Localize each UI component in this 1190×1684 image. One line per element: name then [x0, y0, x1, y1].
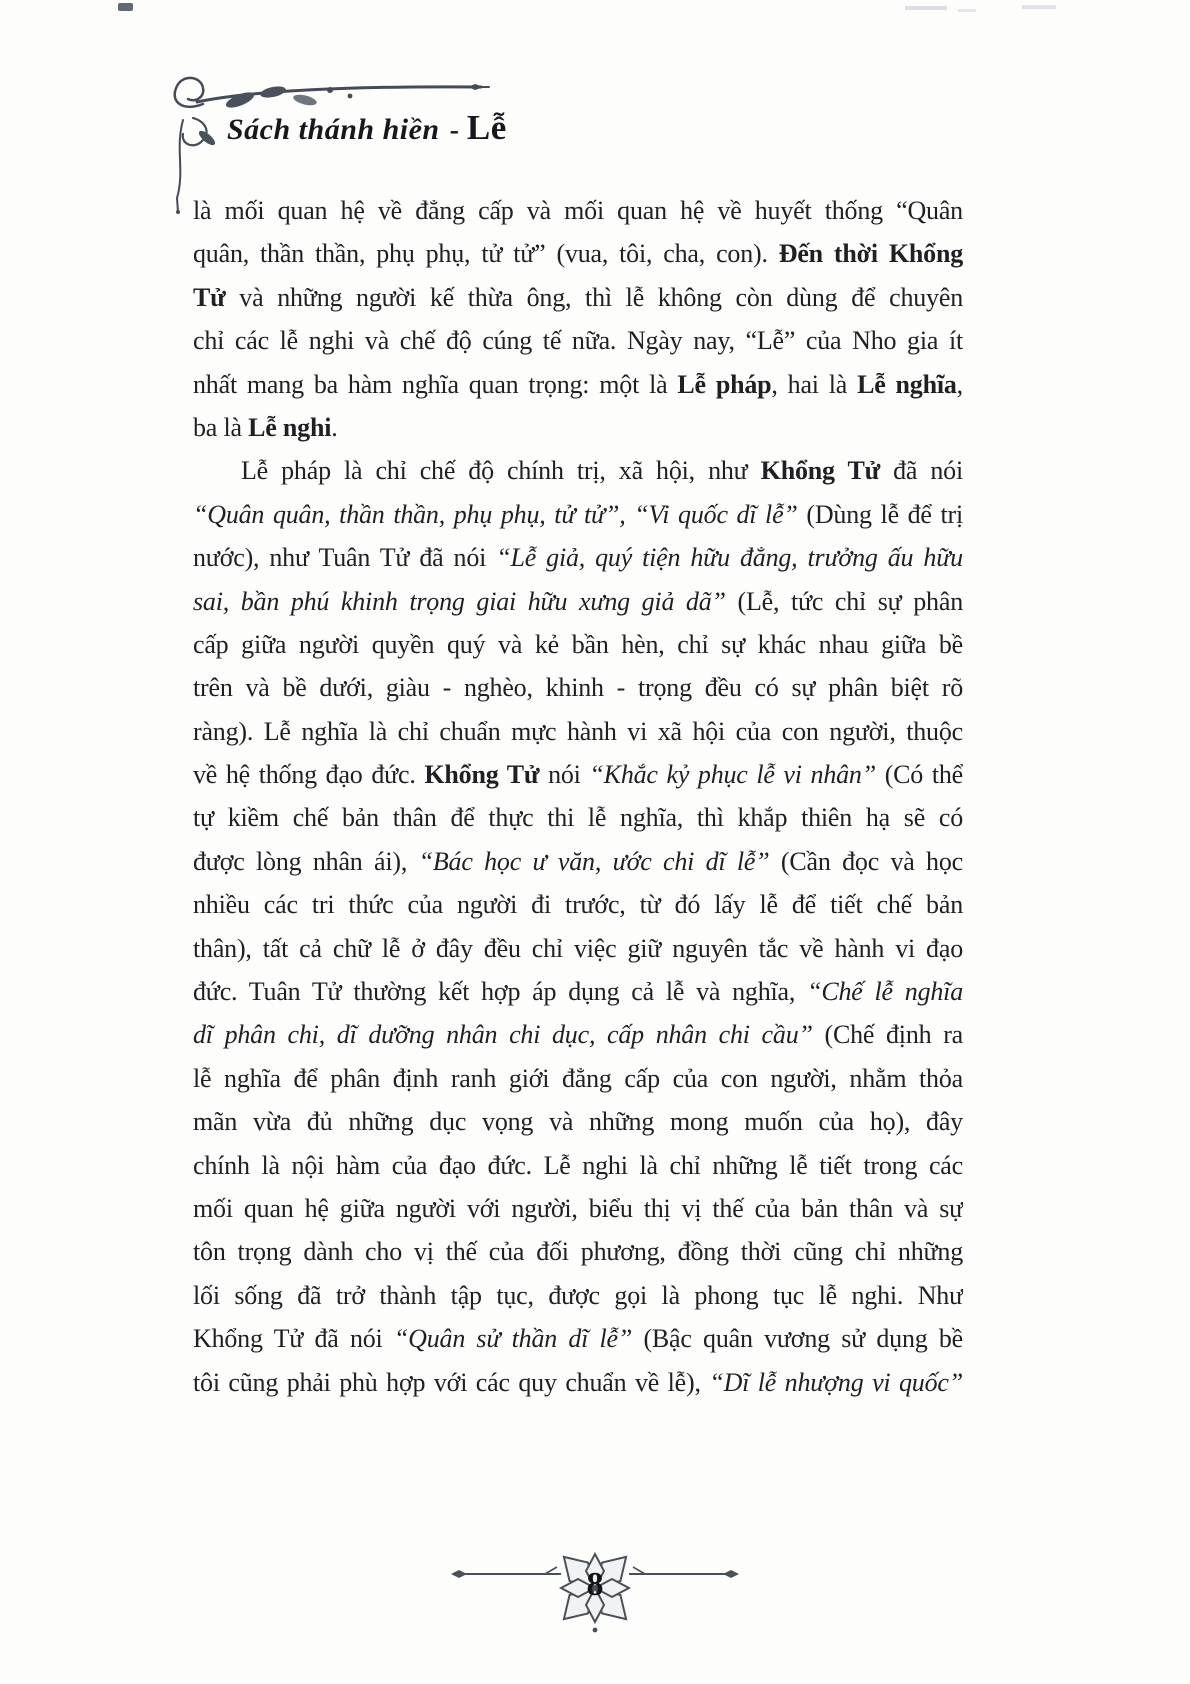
series-title: Sách thánh hiền — [227, 113, 440, 146]
text-segment: “Khắc kỷ phục lễ vi nhân” — [589, 760, 876, 790]
text-line — [193, 276, 963, 319]
text-segment: sai, bần phú khinh trọng giai hữu xưng giả dã” — [193, 586, 726, 616]
text-line — [193, 666, 963, 709]
text-line — [193, 796, 963, 839]
text-line — [193, 927, 963, 970]
text-segment: . — [331, 412, 338, 442]
text-segment: Tử — [193, 282, 226, 312]
text-segment: mãn vừa đủ những dục vọng và những mong muốn của họ), đây — [193, 1107, 963, 1137]
text-segment: ràng). Lễ nghĩa là chỉ chuẩn mực hành vi xã hội của con người, thuộc — [193, 716, 963, 746]
text-segment: (Chế định ra — [812, 1020, 963, 1050]
text-segment: Lễ pháp là chỉ chế độ chính trị, xã hội, như — [241, 456, 761, 486]
text-line — [193, 1230, 963, 1273]
text-segment: là mối quan hệ về đẳng cấp và mối quan hệ về huyết thống “Quân — [193, 196, 963, 225]
text-segment: (Có thể — [875, 760, 963, 790]
text-segment: tôi cũng phải phù hợp với các quy chuẩn về lễ), — [193, 1367, 710, 1397]
text-segment: Đến thời Khổng — [778, 239, 963, 269]
page-footer — [445, 1542, 745, 1637]
text-segment: “Quân quân, thần thần, phụ phụ, tử tử”, “Vi quốc dĩ lễ” — [193, 499, 798, 529]
text-line — [193, 883, 963, 926]
text-segment: Lễ nghi — [248, 412, 332, 442]
text-segment: nhất mang ba hàm nghĩa quan trọng: một là — [193, 369, 678, 399]
text-segment: Lễ nghĩa — [857, 369, 957, 399]
text-line — [193, 232, 963, 275]
text-segment: nhiều các tri thức của người đi trước, từ đó lấy lễ để tiết chế bản — [193, 890, 963, 920]
text-line — [193, 319, 963, 362]
text-segment: chỉ các lễ nghi và chế độ cúng tế nữa. Ngày nay, “Lễ” của Nho gia ít — [193, 326, 963, 356]
text-segment: (Bậc quân vương sử dụng bề — [632, 1324, 963, 1354]
text-segment: lễ nghĩa để phân định ranh giới đẳng cấp của con người, nhằm thỏa — [193, 1063, 963, 1093]
scan-artifact — [1022, 5, 1056, 9]
text-segment: dĩ phân chi, dĩ dưỡng nhân chi dục, cấp nhân chi cầu” — [193, 1020, 813, 1050]
text-segment: , — [956, 369, 963, 399]
text-segment: lối sống đã trở thành tập tục, được gọi là phong tục lễ nghi. Như — [193, 1280, 963, 1310]
text-line — [193, 710, 963, 753]
text-line — [193, 580, 963, 623]
text-segment: (Dùng lễ để trị — [797, 499, 963, 529]
text-line — [193, 840, 963, 883]
page-number: 8 — [586, 1566, 604, 1603]
text-line — [193, 1361, 963, 1404]
text-segment: thân), tất cả chữ lễ ở đây đều chỉ việc giữ nguyên tắc về hành vi đạo — [193, 933, 963, 963]
scan-artifact — [905, 6, 947, 10]
text-segment: Lễ pháp — [677, 369, 772, 399]
title-separator: - — [449, 115, 459, 146]
text-line — [193, 189, 963, 232]
text-block — [193, 189, 963, 1404]
text-segment: “Lễ giả, quý tiện hữu đẳng, trưởng ấu hữu — [496, 543, 963, 573]
text-segment: được lòng nhân ái), — [193, 846, 419, 876]
text-line — [193, 1187, 963, 1230]
text-line — [193, 1274, 963, 1317]
text-line — [193, 449, 963, 492]
text-line — [193, 493, 963, 536]
text-segment: về hệ thống đạo đức. — [193, 760, 425, 790]
text-segment: đức. Tuân Tử thường kết hợp áp dụng cả lễ và nghĩa, — [193, 977, 808, 1007]
text-line — [193, 363, 963, 406]
text-segment: và những người kế thừa ông, thì lễ không còn dùng để chuyên — [225, 282, 963, 312]
text-segment: Khổng Tử — [760, 456, 880, 486]
text-segment: quân, thần thần, phụ phụ, tử tử” (vua, tôi, cha, con). — [193, 239, 779, 269]
scan-artifact — [958, 9, 976, 12]
text-line — [193, 1317, 963, 1360]
running-title — [227, 108, 507, 148]
text-segment: “Chế lễ nghĩa — [807, 977, 963, 1007]
text-segment: (Cần đọc và học — [769, 846, 963, 876]
text-line — [193, 1013, 963, 1056]
text-segment: đã nói — [880, 456, 963, 486]
text-segment: Khổng Tử đã nói — [193, 1324, 394, 1354]
text-segment: tôn trọng dành cho vị thế của đối phương, đồng thời cũng chỉ những — [193, 1237, 963, 1267]
text-segment: “Bác học ư văn, ước chi dĩ lễ” — [418, 846, 770, 876]
text-line — [193, 1057, 963, 1100]
text-segment: cấp giữa người quyền quý và kẻ bần hèn, chỉ sự khác nhau giữa bề — [193, 629, 963, 659]
text-segment: chính là nội hàm của đạo đức. Lễ nghi là chỉ những lễ tiết trong các — [193, 1150, 963, 1180]
text-line — [193, 753, 963, 796]
text-segment: Khổng Tử — [424, 760, 540, 790]
text-segment: trên và bề dưới, giàu - nghèo, khinh - trọng đều có sự phân biệt rõ — [193, 673, 963, 703]
text-line — [193, 406, 963, 449]
text-line — [193, 1100, 963, 1143]
scan-artifact — [118, 3, 133, 11]
text-segment: (Lễ, tức chỉ sự phân — [725, 586, 963, 616]
text-line — [193, 1144, 963, 1187]
text-segment: nước), như Tuân Tử đã nói — [193, 543, 497, 573]
text-segment: “Quân sử thần dĩ lễ” — [393, 1324, 633, 1354]
text-line — [193, 623, 963, 666]
text-segment: nói — [539, 760, 590, 790]
text-line — [193, 536, 963, 579]
text-line — [193, 970, 963, 1013]
text-segment: , hai là — [771, 369, 858, 399]
text-segment: mối quan hệ giữa người với người, biểu thị vị thế của bản thân và sự — [193, 1193, 963, 1223]
text-segment: ba là — [193, 412, 249, 442]
text-segment: tự kiềm chế bản thân để thực thi lễ nghĩa, thì khắp thiên hạ sẽ có — [193, 803, 963, 833]
book-title: Lễ — [466, 108, 507, 147]
text-segment: “Dĩ lễ nhượng vi quốc” — [709, 1367, 963, 1397]
